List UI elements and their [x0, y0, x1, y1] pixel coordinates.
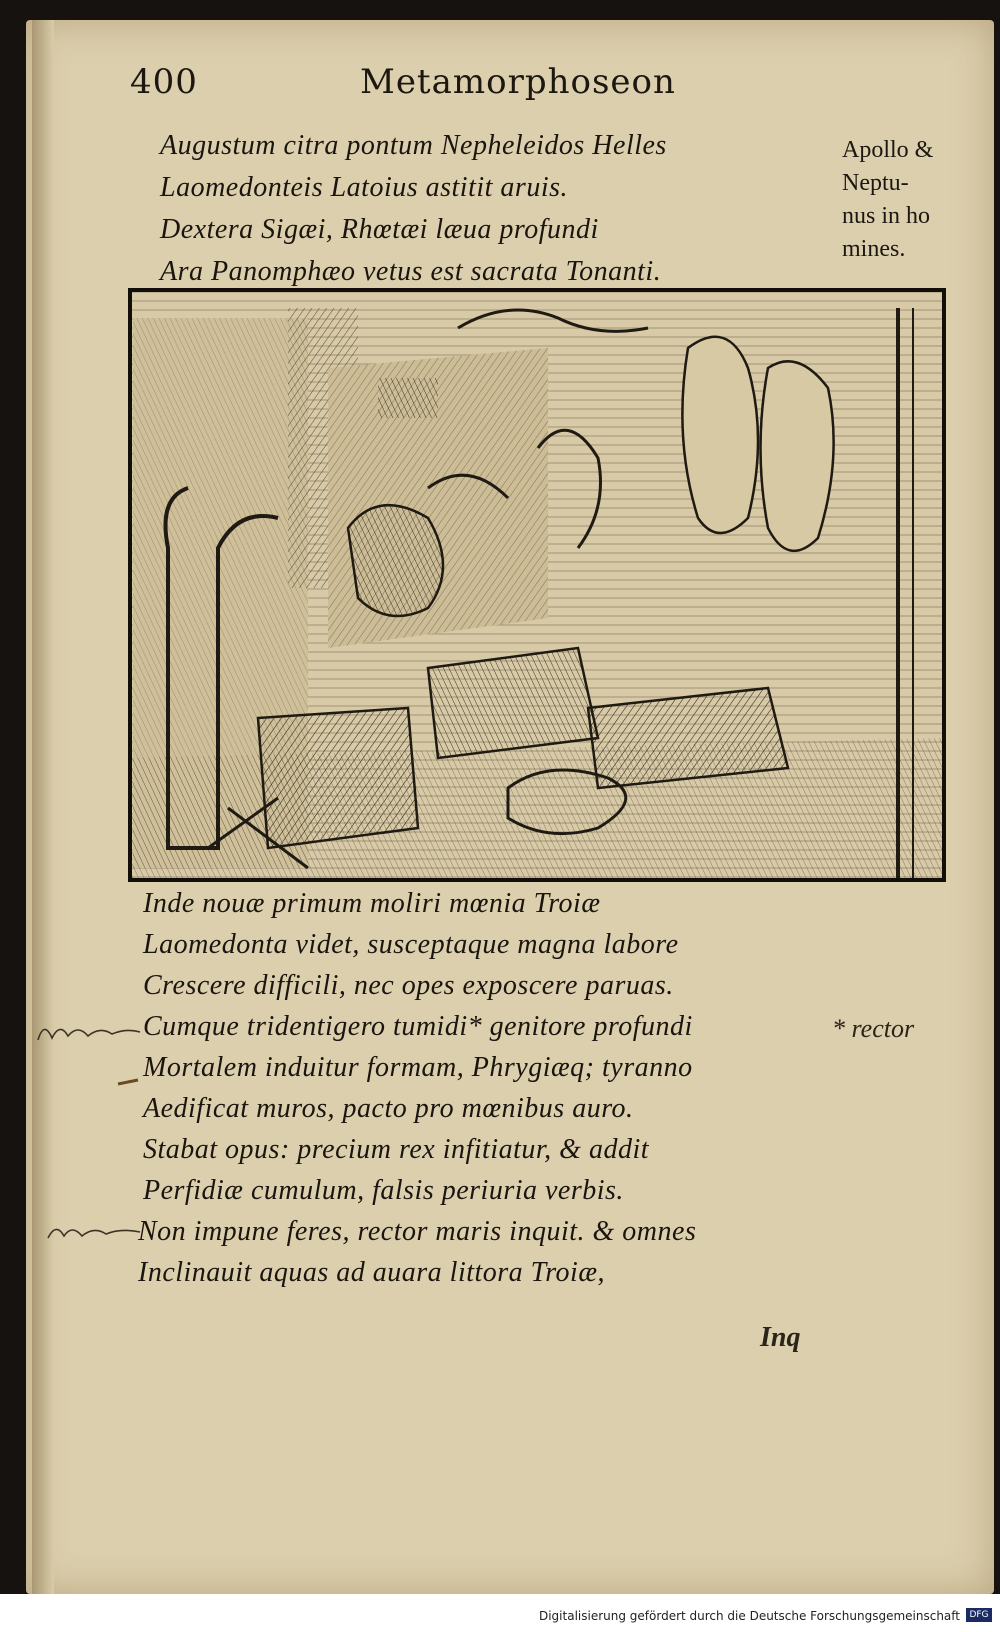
- verse-line: Non impune feres, rector maris inquit. & omnes: [138, 1216, 697, 1247]
- verse-line: Ara Panomphæo vetus est sacrata Tonanti.: [160, 256, 662, 287]
- marginal-note: [842, 134, 933, 266]
- verse-line: Augustum citra pontum Nepheleidos Helles: [160, 130, 667, 161]
- verse-line: Inclinauit aquas ad auara littora Troiæ,: [138, 1257, 606, 1288]
- page-number: 400: [130, 62, 198, 102]
- marginal-note-line: Neptu-: [842, 170, 909, 196]
- verse-line: Stabat opus: precium rex infitiatur, & addit: [143, 1134, 650, 1165]
- handwritten-dash: [116, 1076, 142, 1088]
- verse-line: Dextera Sigæi, Rhœtæi læua profundi: [160, 214, 599, 245]
- handwritten-scribble: [34, 1014, 144, 1050]
- dfg-logo: DFG: [966, 1608, 992, 1622]
- marginal-note-line: nus in ho: [842, 203, 931, 229]
- scan-footer: [0, 1594, 1000, 1632]
- verse-line: Aedificat muros, pacto pro mœnibus auro.: [143, 1093, 634, 1124]
- catchword: Inq: [760, 1322, 801, 1353]
- page-edge: [32, 20, 54, 1594]
- marginal-note-line: mines.: [842, 236, 906, 262]
- verse-line: Laomedonteis Latoius astitit aruis.: [160, 172, 568, 203]
- marginal-note-line: Apollo &: [842, 137, 934, 163]
- footer-credit: Digitalisierung gefördert durch die Deutsche Forschungsgemeinschaft: [538, 1609, 960, 1623]
- verse-line: Perfidiæ cumulum, falsis periuria verbis.: [143, 1175, 624, 1206]
- verse-line: Laomedonta videt, susceptaque magna labore: [143, 929, 679, 960]
- verse-line: Mortalem induitur formam, Phrygiæq; tyranno: [143, 1052, 693, 1083]
- running-title: Metamorphoseon: [360, 62, 676, 102]
- verse-line: Cumque tridentigero tumidi* genitore profundi: [143, 1011, 693, 1042]
- verse-line: Crescere difficili, nec opes exposcere paruas.: [143, 970, 674, 1001]
- woodcut-illustration: [128, 288, 946, 882]
- verse-line: Inde nouæ primum moliri mœnia Troiæ: [143, 888, 601, 919]
- handwritten-scribble: [44, 1216, 144, 1248]
- handwritten-correction: * rector: [832, 1014, 915, 1043]
